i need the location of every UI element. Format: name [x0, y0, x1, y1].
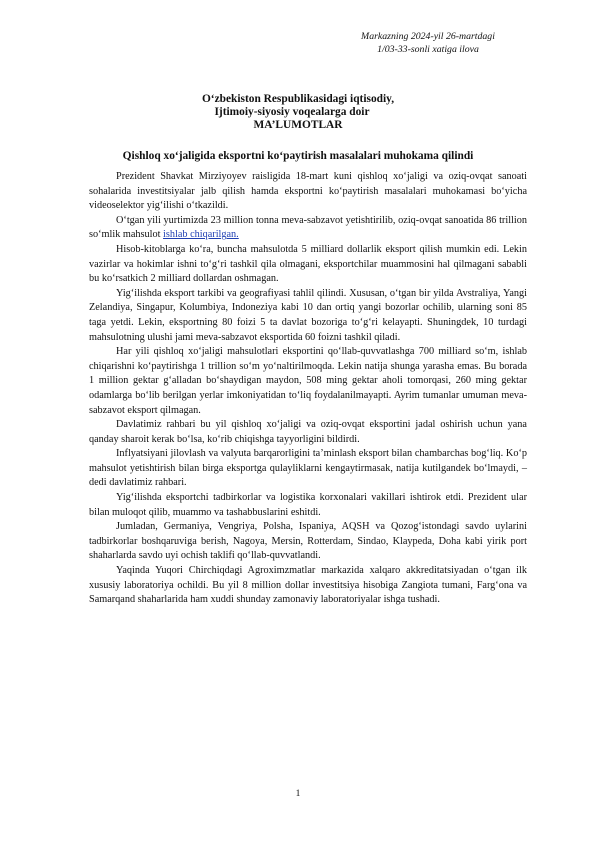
paragraph-10: Yaqinda Yuqori Chirchiqdagi Agroximzmatlar markazida xalqaro akkreditatsiyadan o‘tgan ilk xususiy laboratoriya ochildi. Bu yil 8 million dollar investitsiya hisobiga Zangiota tumani, Farg‘ona va Samarqand shaharlarida ham xuddi shunday zamonaviy laboratoriyalar ishga tushadi.	[89, 565, 527, 606]
paragraph-7: Inflyatsiyani jilovlash va valyuta barqarorligini ta’minlash eksport bilan chambarchas bog‘liq. Ko‘p mahsulot yetishtirish bilan birga eksportga qulayliklarni kengaytirmasak, natija kutilgandek bo‘lmaydi, – dedi davlatimiz rahbari.	[89, 448, 527, 489]
news-headline: Qishloq xo‘jaligida eksportni ko‘paytirish masalalari muhokama qilindi	[122, 150, 474, 162]
document-title	[0, 93, 596, 132]
title-line2: Ijtimoiy-siyosiy voqealarga doir	[214, 106, 370, 118]
production-link[interactable]: ishlab chiqarilgan.	[163, 229, 239, 241]
paragraph-2-text: O‘tgan yili yurtimizda 23 million tonna meva-sabzavot yetishtirilib, oziq-ovqat sanoatida 86 trillion so‘mlik mahsulot	[89, 214, 527, 241]
paragraph-2	[89, 214, 527, 243]
paragraph-4: Yig‘ilishda eksport tarkibi va geografiyasi tahlil qilindi. Xususan, o‘tgan bir yilda Avstraliya, Yangi Zelandiya, Singapur, Kolumbiya, Indoneziya kabi 10 dan ortiq yangi bozorlar ochilib, ularning soni 85 taga yetdi. Lekin, eksportning 80 foizi 5 ta davlat bozoriga to‘g‘ri kelayapti. Shuningdek, 10 turdagi mahsulotning ulushi jami meva-sabzavot eksportida 60 foizni tashkil qiladi.	[89, 287, 527, 343]
paragraph-8: Yig‘ilishda eksportchi tadbirkorlar va logistika korxonalari vakillari ishtirok etdi. Prezident ular bilan muloqot qilib, muammo va tashabbuslarini eshitdi.	[89, 492, 527, 518]
paragraph-3: Hisob-kitoblarga ko‘ra, buncha mahsulotda 5 milliard dollarlik eksport qilish mumkin edi. Lekin vazirlar va hokimlar ishni to‘g‘ri tashkil qila olmagani, eksportchilar muammosini hal qilmagani sababli bu ko‘rsatkich 2 milliard dollardan oshmagan.	[89, 243, 527, 285]
paragraph-1: Prezident Shavkat Mirziyoyev raisligida 18-mart kuni qishloq xo‘jaligi va oziq-ovqat sanoati sohalarida investitsiyalar jalb qilish hamda eksportni ko‘paytirish masalalari muhokamasi bo‘yicha videoselektor yig‘ilishi o‘tkazildi.	[89, 171, 527, 212]
page-number: 1	[295, 789, 301, 799]
header-note-line1: Markazning 2024-yil 26-martdagi	[361, 31, 495, 42]
header-note-line2: 1/03-33-sonli xatiga ilova	[377, 43, 479, 55]
paragraph-9: Jumladan, Germaniya, Vengriya, Polsha, Ispaniya, AQSH va Qozog‘istondagi savdo uylarini tadbirkorlar boshqaruviga berish, Nagoya, Mersin, Rotterdam, Sindao, Klaypeda, Doha kabi yirik port shaharlarda savdo uyi ochish taklifi qo‘llab-quvvatlandi.	[89, 521, 527, 562]
paragraph-5: Har yili qishloq xo‘jaligi mahsulotlari eksportini qo‘llab-quvvatlashga 700 milliard so‘m, ishlab chiqarishni ko‘paytirishga 1 trillion so‘m yo‘naltirilmoqda. Lekin natija shunga yarasha emas. Bu borada 1 million gektar g‘alladan bo‘shaydigan maydon, 508 ming gektar aholi tomorqasi, 260 ming gektar odamlarga bo‘lib berilgan yerlar imkoniyatidan to‘liq foydalanilmayapti. Ayrim tumanlar umuman meva-sabzavot eksport qilmagan.	[89, 346, 527, 416]
paragraph-6: Davlatimiz rahbari bu yil qishloq xo‘jaligi va oziq-ovqat eksportini jadal oshirish uchun yana qanday sharoit kerak bo‘lsa, ko‘rib chiqishga tayyorligini bildirdi.	[89, 419, 527, 445]
title-line3: MA’LUMOTLAR	[253, 119, 343, 131]
header-note	[318, 31, 538, 56]
article-body	[89, 170, 527, 608]
title-line1: O‘zbekiston Respublikasidagi iqtisodiy,	[201, 93, 395, 105]
